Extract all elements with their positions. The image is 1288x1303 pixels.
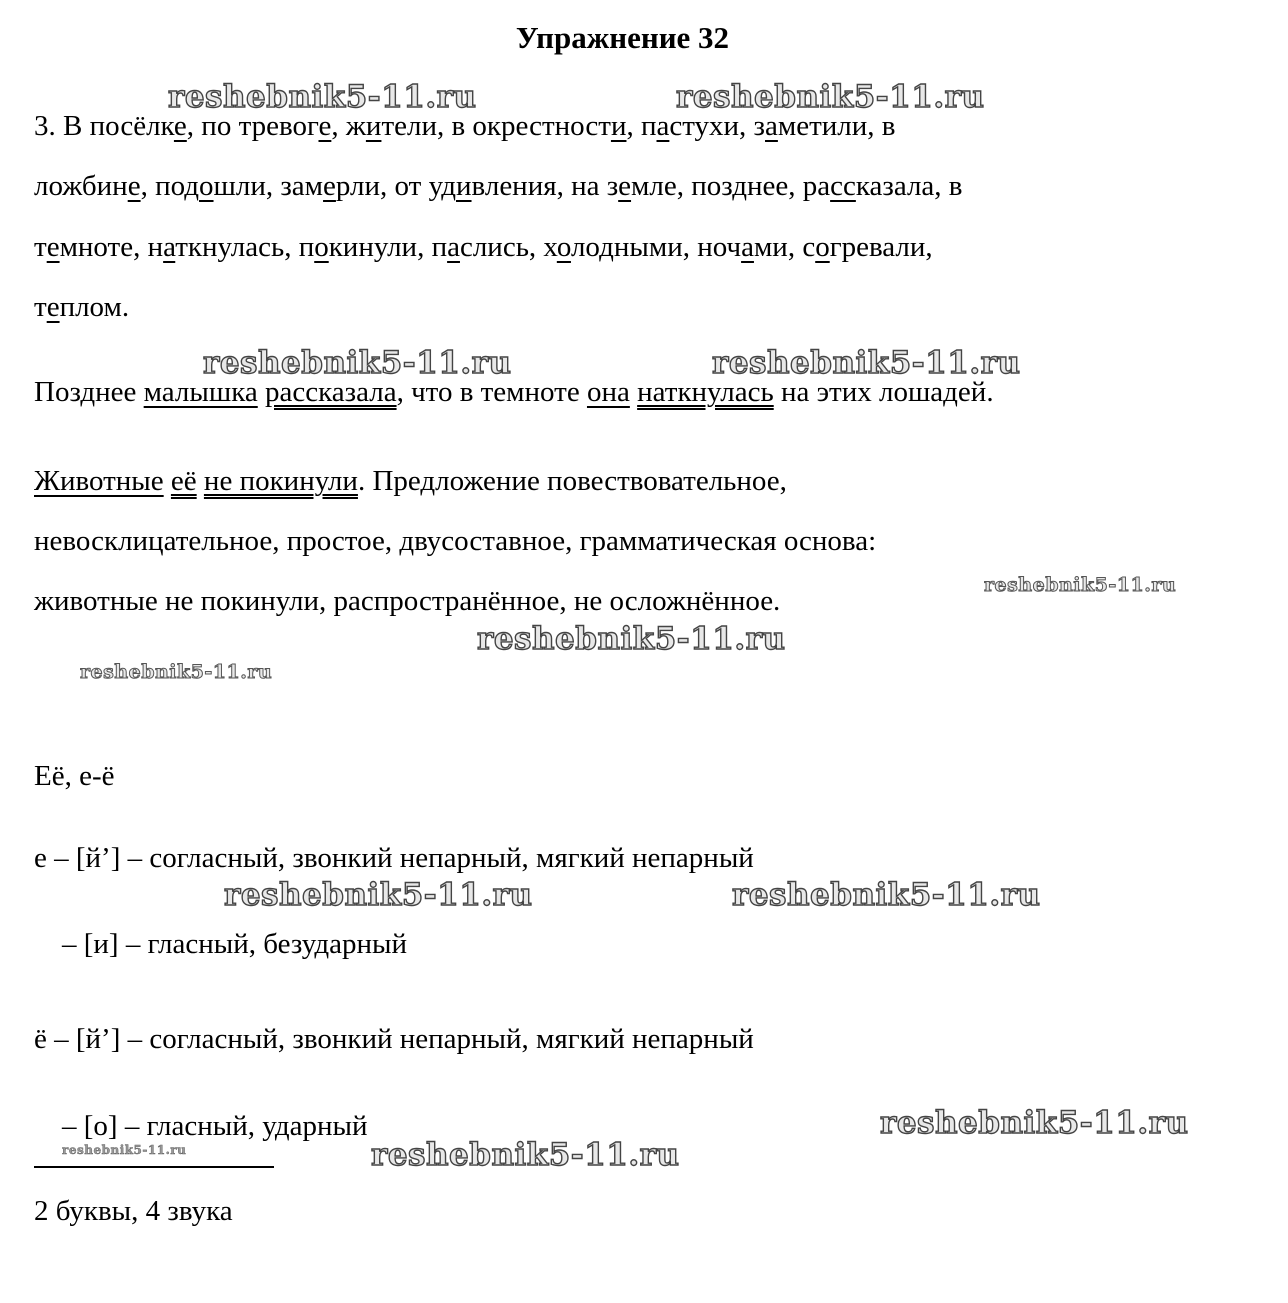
text-run: мноте, н [59, 231, 164, 263]
watermark: reshebnik5-11.ru [168, 79, 477, 115]
text-run: мле, поз [631, 170, 733, 202]
text-run: казала, в [855, 170, 963, 202]
underlined-text: а [765, 110, 778, 142]
underlined-text: малышка [143, 376, 258, 408]
underlined-text: а [741, 231, 754, 263]
underlined-text: е [618, 170, 632, 202]
text-run: лодными, ноч [570, 231, 742, 263]
underlined-text: е [323, 170, 336, 202]
watermark: reshebnik5-11.ru [984, 574, 1177, 596]
text-run [197, 465, 204, 497]
underlined-text: сс [830, 170, 856, 202]
text-run: ткнулась, п [175, 231, 315, 263]
phonetic-word: Её, е-ё [34, 760, 115, 792]
text-run [164, 465, 171, 497]
underlined-text: а [656, 110, 670, 142]
text-run: шли, зам [213, 170, 324, 202]
text-run: вления, на з [471, 170, 619, 202]
underlined-text: о [815, 231, 830, 263]
underlined-text: е [318, 110, 332, 142]
task3-line [34, 168, 963, 204]
text-run: , под [140, 170, 200, 202]
text-run: нее, ра [746, 170, 831, 202]
watermark: reshebnik5-11.ru [371, 1137, 680, 1173]
underlined-text: а [447, 231, 460, 263]
underlined-text: е [46, 231, 60, 263]
text-run: Позднее [34, 376, 144, 408]
double-underlined-text: наткнулась [637, 376, 774, 408]
watermark: reshebnik5-11.ru [62, 1143, 187, 1157]
watermark: reshebnik5-11.ru [712, 345, 1021, 381]
underlined-text: и [610, 110, 627, 142]
text-run: , что в темноте [396, 376, 587, 408]
underlined-text: е [46, 291, 60, 323]
text-run: т [34, 231, 47, 263]
text-run: кинули, п [328, 231, 448, 263]
underlined-text: и [456, 170, 472, 202]
underlined-text: и [365, 110, 382, 142]
text-run: , по тревог [186, 110, 319, 142]
watermark: reshebnik5-11.ru [880, 1105, 1189, 1141]
phonetic-row: – [и] – гласный, безударный [62, 928, 408, 960]
text-run: 3. В посёлк [34, 110, 174, 142]
phonetic-row: е – [й’] – согласный, звонкий непарный, мягкий непарный [34, 842, 754, 874]
underlined-text: е [127, 170, 141, 202]
double-underlined-text: рассказала [265, 376, 397, 408]
watermark: reshebnik5-11.ru [203, 345, 512, 381]
phonetic-row: – [о] – гласный, ударный [62, 1110, 368, 1142]
watermark: reshebnik5-11.ru [676, 79, 985, 115]
underlined-text: а [163, 231, 176, 263]
text-run: ми, с [753, 231, 816, 263]
watermark: reshebnik5-11.ru [80, 661, 273, 683]
underlined-text: о [556, 231, 571, 263]
text-run: гревали, [829, 231, 933, 263]
text-run: тели, в окрестност [381, 110, 611, 142]
phonetic-summary: 2 буквы, 4 звука [34, 1195, 233, 1227]
task3-line [34, 289, 129, 325]
watermark: reshebnik5-11.ru [732, 877, 1041, 913]
underlined-text: Животные [34, 465, 164, 497]
text-run: рли, от уд [335, 170, 456, 202]
text-run: на этих лошадей. [773, 376, 994, 408]
text-run: ложбин [34, 170, 128, 202]
text-run: . Предложение повествовательное, [357, 465, 787, 497]
sentence-analysis [34, 463, 787, 499]
text-run: , п [626, 110, 657, 142]
page-title: Упражнение 32 [515, 20, 730, 55]
underlined-text: о [314, 231, 329, 263]
text-run: слись, х [459, 231, 557, 263]
underlined-text: о [199, 170, 214, 202]
divider-rule [34, 1166, 274, 1168]
analysis-text: животные не покинули, распространённое, не осложнённое. [34, 585, 781, 617]
text-run: т [34, 291, 47, 323]
phonetic-row: ё – [й’] – согласный, звонкий непарный, мягкий непарный [34, 1023, 754, 1055]
watermark: reshebnik5-11.ru [224, 877, 533, 913]
task3-line [34, 229, 933, 265]
double-underlined-text: её [170, 465, 197, 497]
text-run: стухи, з [669, 110, 766, 142]
underlined-text: д [732, 170, 747, 202]
double-underlined-text: не покинули [203, 465, 358, 497]
text-run: плом. [59, 291, 130, 323]
underlined-text: е [173, 110, 187, 142]
analysis-text: невосклицательное, простое, двусоставное, грамматическая основа: [34, 525, 877, 557]
text-run: , ж [331, 110, 366, 142]
underlined-text: она [586, 376, 630, 408]
text-run: метили, в [777, 110, 896, 142]
watermark: reshebnik5-11.ru [477, 621, 786, 657]
